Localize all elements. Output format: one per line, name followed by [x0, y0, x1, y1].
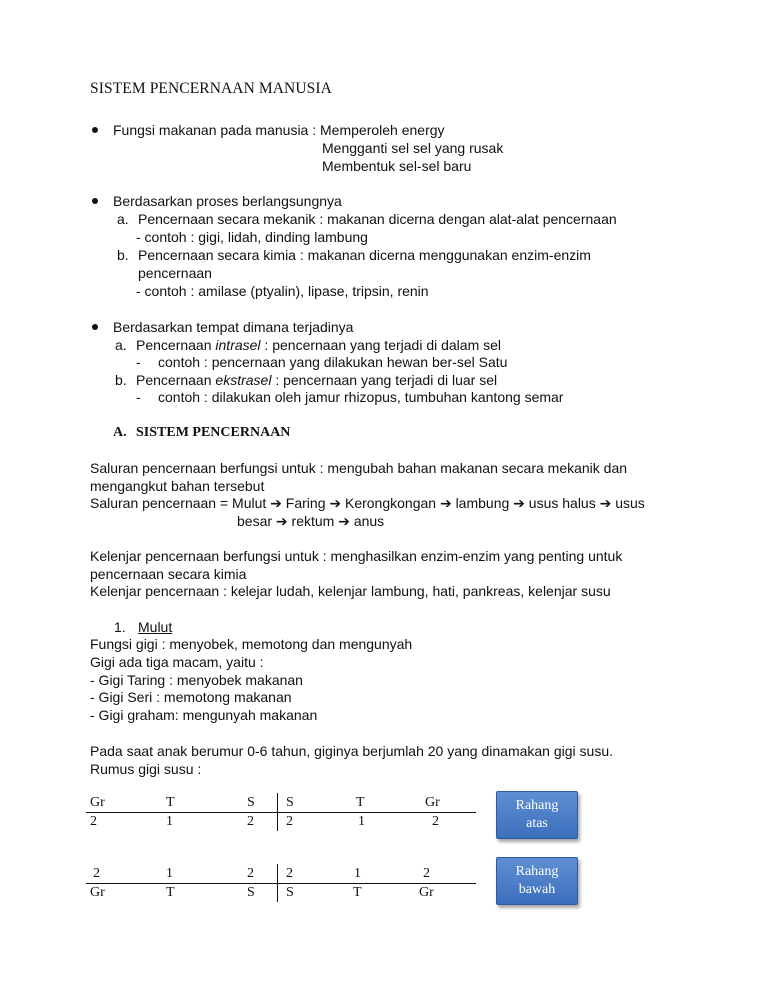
fungsi-lead: Fungsi makanan pada manusia : Memperoleh energy [113, 122, 445, 138]
rumus-bawah-divider [86, 883, 476, 884]
proses-a-marker: a. [117, 211, 129, 227]
tempat-b-marker: b. [115, 372, 127, 388]
tempat-b-dash: - [136, 389, 141, 405]
section-a-heading: SISTEM PENCERNAAN [136, 425, 291, 440]
rumus-bawah-midline [277, 864, 278, 902]
rumus-bawah-count: 2 [423, 866, 430, 881]
term-ekstrasel: ekstrasel [215, 372, 272, 388]
mulut-marker: 1. [114, 619, 126, 635]
proses-a-text: Pencernaan secara mekanik : makanan dicerna dengan alat-alat pencernaan [138, 211, 617, 227]
proses-b-text: Pencernaan secara kimia : makanan dicerna menggunakan enzim-enzim [138, 247, 591, 263]
rumus-atas-label: Gr [90, 795, 105, 810]
rumus-bawah-label: Gr [90, 885, 105, 900]
rumus-bawah-count: 2 [286, 866, 293, 881]
rumus-bawah-label: S [286, 885, 294, 900]
rumus-atas-label: Gr [425, 795, 440, 810]
rumus-bawah-label: S [247, 885, 255, 900]
rumus-bawah-count: 1 [354, 866, 361, 881]
rumus-atas-label: S [286, 795, 294, 810]
rumus-bawah-count: 2 [93, 866, 100, 881]
rumus-atas-count: 2 [286, 814, 293, 829]
anak-line-1: Pada saat anak berumur 0-6 tahun, giginya berjumlah 20 yang dinamakan gigi susu. [90, 743, 613, 759]
mulut-line-5: - Gigi graham: mengunyah makanan [90, 707, 318, 723]
rumus-atas-label: T [356, 795, 365, 810]
rumus-atas-count: 2 [247, 814, 254, 829]
rumus-atas-count: 1 [166, 814, 173, 829]
rahang-bawah-label-1: Rahang [515, 864, 559, 879]
rumus-bawah-label: Gr [419, 885, 434, 900]
rumus-atas-label: S [247, 795, 255, 810]
bullet-icon [92, 198, 98, 204]
proses-a-example: - contoh : gigi, lidah, dinding lambung [136, 229, 368, 245]
rumus-atas-label: T [166, 795, 175, 810]
rahang-bawah-label-2: bawah [518, 882, 556, 897]
rahang-atas-box [496, 791, 578, 839]
mulut-line-4: - Gigi Seri : memotong makanan [90, 689, 292, 705]
document-title: SISTEM PENCERNAAN MANUSIA [90, 80, 332, 97]
tempat-a-marker: a. [115, 337, 127, 353]
saluran-line-1: Saluran pencernaan berfungsi untuk : mengubah bahan makanan secara mekanik dan [90, 460, 628, 476]
rahang-atas-label-2: atas [526, 816, 548, 831]
bullet-icon [92, 127, 98, 133]
tempat-heading: Berdasarkan tempat dimana terjadinya [113, 319, 354, 335]
bullet-icon [92, 324, 98, 330]
mulut-line-2: Gigi ada tiga macam, yaitu : [90, 654, 264, 670]
proses-b-text-cont: pencernaan [138, 265, 212, 281]
fungsi-line-2: Mengganti sel sel yang rusak [322, 140, 504, 156]
tempat-b-text: Pencernaan ekstrasel : pencernaan yang terjadi di luar sel [136, 372, 498, 388]
rumus-atas-count: 1 [358, 814, 365, 829]
kelenjar-line-3: Kelenjar pencernaan : kelejar ludah, kelenjar lambung, hati, pankreas, kelenjar susu [90, 583, 611, 599]
mulut-heading: Mulut [138, 619, 173, 635]
rumus-atas-count: 2 [90, 814, 97, 829]
proses-b-example: - contoh : amilase (ptyalin), lipase, tripsin, renin [136, 283, 429, 299]
fungsi-line-3: Membentuk sel-sel baru [322, 158, 472, 174]
mulut-line-1: Fungsi gigi : menyobek, memotong dan mengunyah [90, 636, 413, 652]
rumus-bawah-count: 1 [166, 866, 173, 881]
rumus-atas-count: 2 [432, 814, 439, 829]
kelenjar-line-1: Kelenjar pencernaan berfungsi untuk : menghasilkan enzim-enzim yang penting untuk [90, 548, 623, 564]
rumus-atas-midline [277, 793, 278, 831]
tempat-a-text: Pencernaan intrasel : pencernaan yang terjadi di dalam sel [136, 337, 502, 353]
rumus-bawah-label: T [353, 885, 362, 900]
saluran-line-2: mengangkut bahan tersebut [90, 478, 265, 494]
saluran-line-3: Saluran pencernaan = Mulut ➔ Faring ➔ Kerongkongan ➔ lambung ➔ usus halus ➔ usus [90, 495, 645, 511]
tempat-a-dash: - [136, 354, 141, 370]
rahang-bawah-box [496, 857, 578, 905]
kelenjar-line-2: pencernaan secara kimia [90, 566, 247, 582]
rumus-bawah-count: 2 [247, 866, 254, 881]
tempat-b-example: contoh : dilakukan oleh jamur rhizopus, tumbuhan kantong semar [158, 389, 564, 405]
saluran-line-4: besar ➔ rektum ➔ anus [237, 513, 385, 529]
term-intrasel: intrasel [215, 337, 261, 353]
anak-line-2: Rumus gigi susu : [90, 761, 202, 777]
rumus-bawah-label: T [166, 885, 175, 900]
rahang-atas-label-1: Rahang [515, 798, 559, 813]
section-a-marker: A. [113, 425, 127, 440]
tempat-a-example: contoh : pencernaan yang dilakukan hewan ber-sel Satu [158, 354, 508, 370]
proses-b-marker: b. [117, 247, 129, 263]
rumus-atas-divider [86, 812, 476, 813]
proses-heading: Berdasarkan proses berlangsungnya [113, 193, 342, 209]
mulut-line-3: - Gigi Taring : menyobek makanan [90, 672, 303, 688]
